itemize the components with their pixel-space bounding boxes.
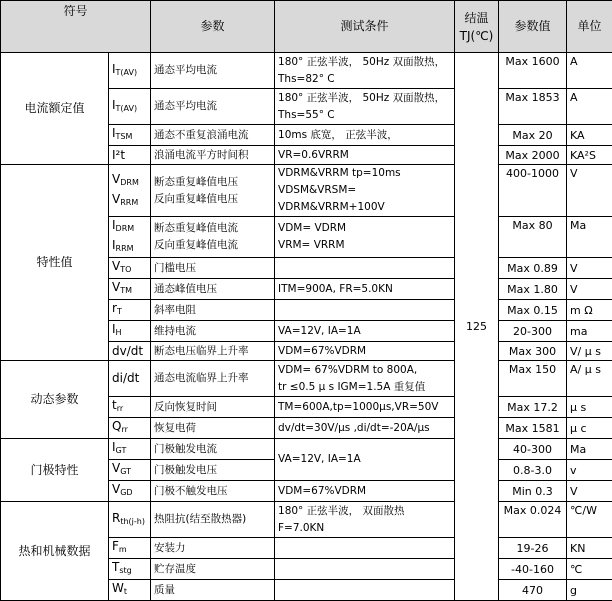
param-cell: 通态平均电流 <box>151 89 275 125</box>
symbol-cell: di/dt <box>109 361 151 397</box>
symbol-cell: $V_{DRM}$ $V_{RRM}$ <box>109 165 151 217</box>
symbol-cell: $I_H$ <box>109 321 151 342</box>
category-thermal-mechanical: 热和机械数据 <box>1 502 109 601</box>
symbol-cell: $V_{TM}$ <box>109 279 151 300</box>
symbol-cell: $I_{GT}$ <box>109 439 151 460</box>
unit-cell: V <box>567 165 612 217</box>
symbol-cell: $I_{DRM}$ $I_{RRM}$ <box>109 217 151 258</box>
value-cell: Max 0.15 <box>499 300 567 321</box>
param-cell: 恢复电荷 <box>151 418 275 439</box>
param-cell: 通态平均电流 <box>151 53 275 89</box>
unit-cell: V/ μ s <box>567 342 612 361</box>
symbol-cell: I²t <box>109 146 151 165</box>
condition-cell: dv/dt=30V/μs ,di/dt=-20A/μs <box>275 418 455 439</box>
condition-cell: VDM=67%VDRM <box>275 481 455 502</box>
symbol-cell: $W_t$ <box>109 580 151 601</box>
param-cell: 安装力 <box>151 538 275 559</box>
unit-cell: ℃/W <box>567 502 612 538</box>
param-cell: 门极触发电压 <box>151 460 275 481</box>
unit-cell: μ s <box>567 397 612 418</box>
value-cell: Max 1.80 <box>499 279 567 300</box>
condition-cell: VA=12V, IA=1A <box>275 439 455 481</box>
header-temperature: 结温 TJ(℃) <box>455 1 499 53</box>
value-cell: 40-300 <box>499 439 567 460</box>
symbol-cell: $r_T$ <box>109 300 151 321</box>
symbol-cell: $V_{TO}$ <box>109 258 151 279</box>
value-cell: Max 0.024 <box>499 502 567 538</box>
value-cell: 470 <box>499 580 567 601</box>
condition-cell: VDM=67%VDRM <box>275 342 455 361</box>
header-row <box>1 1 612 53</box>
condition-cell: VDM= 67%VDRM to 800A, tr ≤0.5 μ s IGM=1.5A 重复值 <box>275 361 455 397</box>
table-row <box>1 361 612 397</box>
symbol-cell: dv/dt <box>109 342 151 361</box>
value-cell: 400-1000 <box>499 165 567 217</box>
symbol-cell: $V_{GT}$ <box>109 460 151 481</box>
unit-cell: ma <box>567 321 612 342</box>
value-cell: 20-300 <box>499 321 567 342</box>
symbol-cell: $T_{stg}$ <box>109 559 151 580</box>
value-cell: -40-160 <box>499 559 567 580</box>
param-cell: 门槛电压 <box>151 258 275 279</box>
unit-cell: v <box>567 460 612 481</box>
header-condition: 测试条件 <box>275 1 455 53</box>
category-current-rating: 电流额定值 <box>1 53 109 165</box>
condition-cell: ITM=900A, FR=5.0KN <box>275 279 455 300</box>
unit-cell: V <box>567 279 612 300</box>
condition-cell: 180° 正弦半波， 50Hz 双面散热， Ths=55° C <box>275 89 455 125</box>
unit-cell: KN <box>567 538 612 559</box>
value-cell: Max 20 <box>499 125 567 146</box>
param-cell: 质量 <box>151 580 275 601</box>
value-cell: Max 150 <box>499 361 567 397</box>
category-gate: 门极特性 <box>1 439 109 502</box>
param-cell: 斜率电阻 <box>151 300 275 321</box>
condition-cell: TM=600A,tp=1000μs,VR=50V <box>275 397 455 418</box>
unit-cell: KA <box>567 125 612 146</box>
unit-cell: m Ω <box>567 300 612 321</box>
unit-cell: V <box>567 481 612 502</box>
value-cell: Max 300 <box>499 342 567 361</box>
category-dynamic: 动态参数 <box>1 361 109 439</box>
param-cell: 维持电流 <box>151 321 275 342</box>
condition-cell: VDRM&VRRM tp=10ms VDSM&VRSM= VDRM&VRRM+100V <box>275 165 455 217</box>
param-cell: 断态电压临界上升率 <box>151 342 275 361</box>
table-row <box>1 165 612 217</box>
param-cell: 门极不触发电压 <box>151 481 275 502</box>
symbol-cell: $I_{TSM}$ <box>109 125 151 146</box>
junction-temperature-cell: 125 <box>455 53 499 601</box>
condition-cell <box>275 559 455 580</box>
unit-cell: V <box>567 258 612 279</box>
condition-cell <box>275 580 455 601</box>
param-cell: 断态重复峰值电压 反向重复峰值电压 <box>151 165 275 217</box>
unit-cell: KA²S <box>567 146 612 165</box>
symbol-cell: $t_{rr}$ <box>109 397 151 418</box>
value-cell: Max 1581 <box>499 418 567 439</box>
symbol-cell: $R_{th(j-h)}$ <box>109 502 151 538</box>
unit-cell: ℃ <box>567 559 612 580</box>
symbol-cell: $I_{T(AV)}$ <box>109 53 151 89</box>
value-cell: Min 0.3 <box>499 481 567 502</box>
unit-cell: g <box>567 580 612 601</box>
header-unit: 单位 <box>567 1 612 53</box>
condition-cell: 180° 正弦半波， 双面散热 F=7.0KN <box>275 502 455 538</box>
symbol-cell: $F_m$ <box>109 538 151 559</box>
condition-cell: 10ms 底宽， 正弦半波， <box>275 125 455 146</box>
header-param: 参数 <box>151 1 275 53</box>
value-cell: Max 1600 <box>499 53 567 89</box>
param-cell: 热阻抗(结至散热器) <box>151 502 275 538</box>
param-cell: 通态电流临界上升率 <box>151 361 275 397</box>
unit-cell: Ma <box>567 217 612 258</box>
symbol-cell: $V_{GD}$ <box>109 481 151 502</box>
table-row <box>1 502 612 538</box>
param-cell: 断态重复峰值电流 反向重复峰值电流 <box>151 217 275 258</box>
condition-cell: 180° 正弦半波， 50Hz 双面散热， Ths=82° C <box>275 53 455 89</box>
unit-cell: A/ μ s <box>567 361 612 397</box>
header-symbol: 符号 <box>1 1 151 53</box>
condition-cell <box>275 538 455 559</box>
condition-cell <box>275 300 455 321</box>
param-cell: 通态不重复浪涌电流 <box>151 125 275 146</box>
condition-cell: VR=0.6VRRM <box>275 146 455 165</box>
value-cell: 0.8-3.0 <box>499 460 567 481</box>
value-cell: Max 2000 <box>499 146 567 165</box>
unit-cell: A <box>567 53 612 89</box>
symbol-cell: $Q_{rr}$ <box>109 418 151 439</box>
param-cell: 浪涌电流平方时间积 <box>151 146 275 165</box>
param-cell: 门极触发电流 <box>151 439 275 460</box>
header-value: 参数值 <box>499 1 567 53</box>
value-cell: Max 1853 <box>499 89 567 125</box>
unit-cell: μ c <box>567 418 612 439</box>
symbol-cell: $I_{T(AV)}$ <box>109 89 151 125</box>
unit-cell: A <box>567 89 612 125</box>
condition-cell <box>275 258 455 279</box>
param-cell: 贮存温度 <box>151 559 275 580</box>
param-cell: 通态峰值电压 <box>151 279 275 300</box>
value-cell: Max 80 <box>499 217 567 258</box>
value-cell: Max 0.89 <box>499 258 567 279</box>
unit-cell: Ma <box>567 439 612 460</box>
table-row <box>1 439 612 460</box>
category-characteristics: 特性值 <box>1 165 109 361</box>
value-cell: Max 17.2 <box>499 397 567 418</box>
condition-cell: VA=12V, IA=1A <box>275 321 455 342</box>
value-cell: 19-26 <box>499 538 567 559</box>
condition-cell: VDM= VDRM VRM= VRRM <box>275 217 455 258</box>
param-cell: 反向恢复时间 <box>151 397 275 418</box>
table-row <box>1 53 612 89</box>
